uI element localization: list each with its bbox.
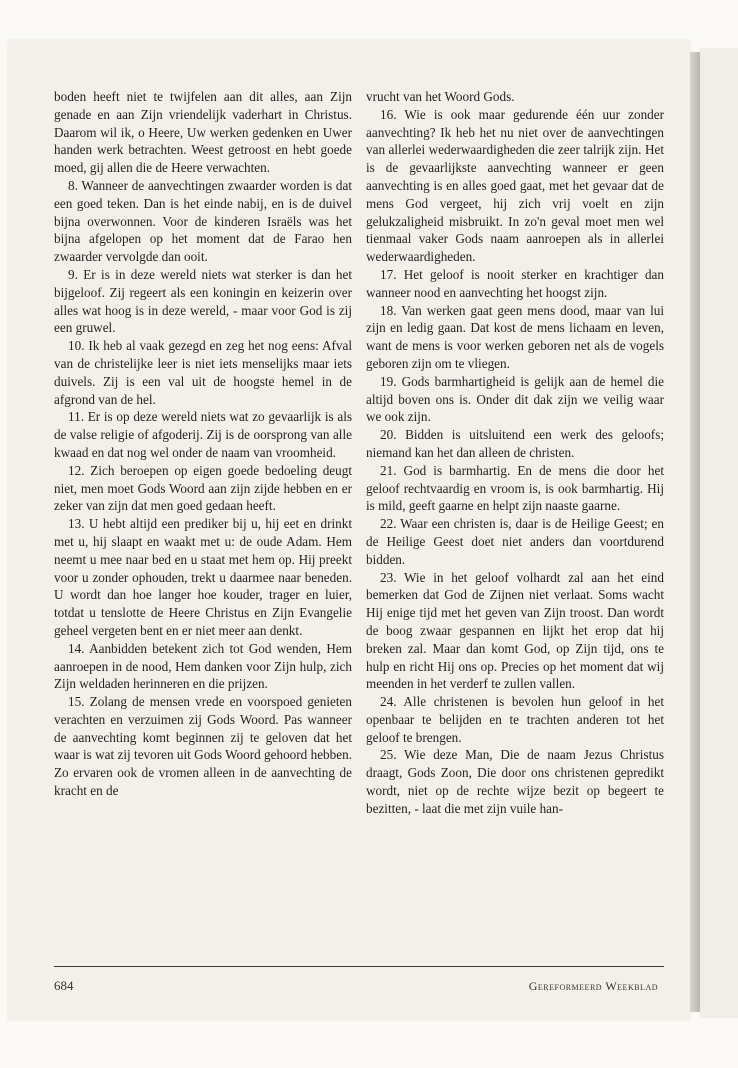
paragraph: 15. Zolang de mensen vrede en voorspoed genieten verachten en verzuimen zij Gods Woord. Pas wanneer de aanvechting komt beginnen zij te geloven dat het waar is wat zij tevoren uit Gods Woord gehoord hebben. Zo ervaren ook de vromen alleen in de aanvechting de kracht en de bbox=[54, 694, 352, 799]
paragraph: 11. Er is op deze wereld niets wat zo gevaarlijk is als de valse religie of afgoderij. Zij is de oorsprong van alle kwaad en dat nog wel onder de naam van vroomheid. bbox=[54, 409, 352, 460]
paragraph: 21. God is barmhartig. En de mens die door het geloof rechtvaardig en vroom is, is ook barmhartig. Hij is mild, geeft gaarne en helpt zijn naaste gaarne. bbox=[366, 462, 664, 514]
paragraph: 18. Van werken gaat geen mens dood, maar van lui zijn en ledig gaan. Dat kost de mens lichaam en leven, want de mens is voor werken geboren net als de vogels geboren zijn om te vliegen. bbox=[366, 302, 664, 371]
paragraph: 19. Gods barmhartigheid is gelijk aan de hemel die altijd boven ons is. Onder dit dak zijn we veilig waar we ook zijn. bbox=[366, 373, 664, 425]
footer-rule bbox=[54, 966, 664, 967]
page-spine bbox=[690, 52, 700, 1012]
paragraph: 20. Bidden is uitsluitend een werk des geloofs; niemand kan het dan alleen de christen. bbox=[366, 427, 664, 460]
paragraph: 16. Wie is ook maar gedurende één uur zonder aanvechting? Ik heb het nu niet over de aanvechtingen van allerlei wederwaardigheden die zeer talrijk zijn. Het is de gevaarlijkste aanvechting wanneer er geen aanvechting is en alles goed gaat, met het gevaar dat de mens God vergeet, hij zich vrij voelt en zijn gelukzaligheid misbruikt. In zo'n geval moet men wel tienmaal vaker Gods naam aanroepen als in allerlei wederwaardigheden. bbox=[366, 106, 664, 265]
paragraph: 24. Alle christenen is bevolen hun geloof in het openbaar te belijden en te trachten anderen tot het geloof te brengen. bbox=[366, 694, 664, 745]
paragraph: 22. Waar een christen is, daar is de Heilige Geest; en de Heilige Geest doet niet anders dan voortdurend bidden. bbox=[366, 516, 664, 567]
paragraph: 12. Zich beroepen op eigen goede bedoeling deugt niet, men moet Gods Woord aan zijn zijde hebben en er zeker van zijn dat men goed gedaan heeft. bbox=[54, 462, 352, 514]
paragraph: 25. Wie deze Man, Die de naam Jezus Christus draagt, Gods Zoon, Die door ons christenen gepredikt wordt, niet op de rechte wijze bezit op begeert te bezitten, - laat die met zijn vuile han- bbox=[366, 747, 664, 816]
left-text-column bbox=[54, 88, 352, 800]
paragraph: vrucht van het Woord Gods. bbox=[366, 89, 515, 104]
paragraph: 13. U hebt altijd een prediker bij u, hij eet en drinkt met u, hij slaapt en waakt met u: de oude Adam. Hem neemt u mee naar bed en u staat met hem op. Hij preekt voor u zonder ophouden, trekt u daarmee naar beneden. U wordt dan hoe langer hoe kouder, trager en luier, totdat u tenslotte de Heere Christus en Zijn Evangelie geheel vergeten bent en er niet meer aan denkt. bbox=[54, 516, 352, 638]
page-number: 684 bbox=[54, 978, 74, 993]
paragraph: boden heeft niet te twijfelen aan dit alles, aan Zijn genade en aan Zijn vriendelijk vaderhart in Christus. Daarom wil ik, o Heere, Uw werken gedenken en Uwer handen werk betrachten. Weest getroost en hebt goede moed, gij allen die de Heere verwachten. bbox=[54, 89, 352, 176]
paragraph: 10. Ik heb al vaak gezegd en zeg het nog eens: Afval van de christelijke leer is niet iets menselijks maar iets duivels. Zij is een val uit de hoogste hemel in de afgrond van de hel. bbox=[54, 338, 352, 407]
right-text-column bbox=[366, 88, 664, 818]
paragraph: 17. Het geloof is nooit sterker en krachtiger dan wanneer nood en aanvechting het hoogst zijn. bbox=[366, 266, 664, 300]
publication-name: Gereformeerd Weekblad bbox=[528, 979, 658, 993]
paragraph: 23. Wie in het geloof volhardt zal aan het eind bemerken dat God de Zijnen niet verlaat. Soms wacht Hij enige tijd met het geven van Zijn troost. Dan wordt de boog zwaar gespannen en lijkt het erop dat hij breken zal. Maar dan komt God, op Zijn tijd, ons te hulp en richt Hij ons op. Precies op het moment dat wij meenden in het verderf te zullen vallen. bbox=[366, 569, 664, 692]
adjacent-page-edge bbox=[700, 48, 738, 1018]
paragraph: 8. Wanneer de aanvechtingen zwaarder worden is dat een goed teken. Dan is het einde nabij, en is de duivel bijna overwonnen. Voor de kinderen Israëls was het bijna afgelopen op het moment dat de Farao hen zwaarder vervolgde dan ooit. bbox=[54, 177, 352, 265]
paragraph: 9. Er is in deze wereld niets wat sterker is dan het bijgeloof. Zij regeert als een koningin en keizerin over alles wat hoog is in deze wereld, - maar voor God is zij een gruwel. bbox=[54, 266, 352, 336]
paragraph: 14. Aanbidden betekent zich tot God wenden, Hem aanroepen in de nood, Hem danken voor Zijn hulp, zich Zijn weldaden herinneren en die prijzen. bbox=[54, 640, 352, 692]
